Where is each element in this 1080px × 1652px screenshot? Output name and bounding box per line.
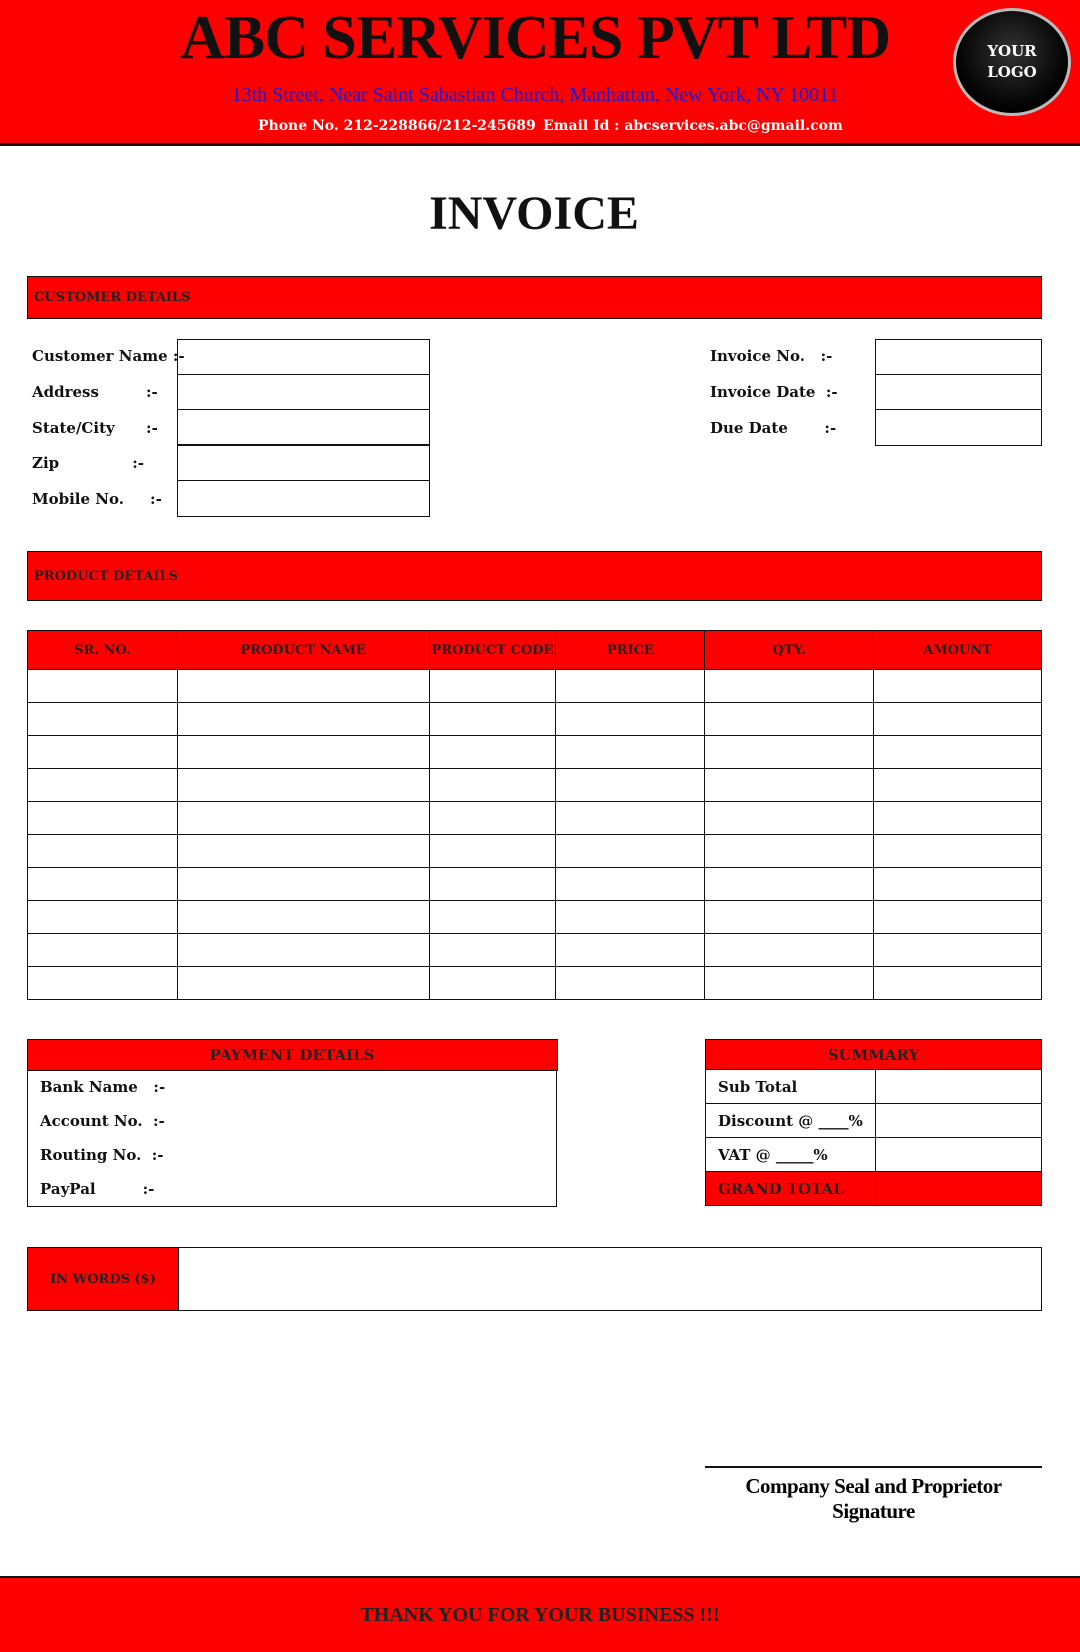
table-row — [28, 736, 1042, 769]
table-cell[interactable] — [705, 736, 874, 769]
table-cell[interactable] — [556, 670, 705, 703]
in-words-row — [27, 1247, 1042, 1311]
table-cell[interactable] — [429, 901, 556, 934]
product-table — [27, 630, 1042, 1000]
column-header-amount: AMOUNT — [874, 631, 1042, 670]
table-cell[interactable] — [28, 967, 178, 1000]
address-field[interactable] — [177, 374, 430, 410]
table-cell[interactable] — [874, 868, 1042, 901]
table-cell[interactable] — [705, 769, 874, 802]
in-words-field[interactable] — [179, 1248, 1041, 1310]
summary-title: SUMMARY — [705, 1039, 1042, 1070]
invoice-no-field[interactable] — [875, 339, 1042, 375]
logo-text-line2: LOGO — [987, 63, 1037, 81]
column-header-product-code: PRODUCT CODE — [429, 631, 556, 670]
account-no-label: Account No. :- — [40, 1112, 165, 1130]
company-phone: Phone No. 212-228866/212-245689 — [258, 118, 536, 134]
invoice-date-label: Invoice Date :- — [710, 383, 838, 401]
table-cell[interactable] — [705, 901, 874, 934]
table-cell[interactable] — [556, 736, 705, 769]
mobile-label: Mobile No. :- — [32, 490, 162, 508]
company-email: Email Id : abcservices.abc@gmail.com — [543, 118, 843, 134]
table-cell[interactable] — [556, 901, 705, 934]
summary-row-grand-total — [706, 1172, 1042, 1206]
product-details-label: PRODUCT DETAILS — [34, 568, 178, 584]
table-row — [28, 769, 1042, 802]
table-cell[interactable] — [177, 670, 429, 703]
signature-caption-line2: Signature — [832, 1499, 915, 1523]
summary-row-vat — [706, 1138, 1042, 1172]
discount-value[interactable] — [875, 1104, 1041, 1138]
table-cell[interactable] — [429, 802, 556, 835]
table-cell[interactable] — [177, 967, 429, 1000]
table-cell[interactable] — [177, 736, 429, 769]
logo-text-line1: YOUR — [987, 42, 1037, 60]
payment-details-title: PAYMENT DETAILS — [27, 1039, 558, 1071]
routing-no-label: Routing No. :- — [40, 1146, 164, 1164]
bank-name-label: Bank Name :- — [40, 1078, 166, 1096]
table-cell[interactable] — [177, 703, 429, 736]
grand-total-label: GRAND TOTAL — [706, 1172, 876, 1206]
payment-details-panel — [27, 1039, 557, 1207]
address-label: Address :- — [32, 383, 158, 401]
subtotal-value[interactable] — [875, 1070, 1041, 1104]
company-name: ABC SERVICES PVT LTD — [179, 4, 890, 72]
table-cell[interactable] — [429, 835, 556, 868]
summary-row-subtotal — [706, 1070, 1042, 1104]
table-cell[interactable] — [177, 868, 429, 901]
table-cell[interactable] — [28, 769, 178, 802]
table-row — [28, 934, 1042, 967]
table-cell[interactable] — [705, 934, 874, 967]
table-cell[interactable] — [556, 868, 705, 901]
table-cell[interactable] — [429, 703, 556, 736]
table-cell[interactable] — [705, 967, 874, 1000]
discount-label: Discount @ ____% — [706, 1104, 876, 1138]
table-cell[interactable] — [874, 835, 1042, 868]
table-cell[interactable] — [874, 934, 1042, 967]
table-cell[interactable] — [429, 736, 556, 769]
state-city-field[interactable] — [177, 409, 430, 445]
logo-placeholder — [953, 8, 1071, 116]
due-date-label: Due Date :- — [710, 419, 837, 437]
company-address: 13th Street, Near Saint Sabastian Church, Manhattan, New York, NY 10011 — [231, 84, 839, 106]
table-cell[interactable] — [556, 703, 705, 736]
table-cell[interactable] — [874, 769, 1042, 802]
table-cell[interactable] — [429, 670, 556, 703]
state-city-label: State/City :- — [32, 419, 158, 437]
table-cell[interactable] — [177, 934, 429, 967]
customer-name-label: Customer Name :- — [32, 347, 185, 365]
table-cell[interactable] — [429, 769, 556, 802]
customer-name-field[interactable] — [177, 339, 430, 375]
document-title: INVOICE — [429, 187, 639, 240]
table-cell[interactable] — [556, 769, 705, 802]
zip-field[interactable] — [177, 445, 430, 481]
table-cell[interactable] — [874, 670, 1042, 703]
product-table-body — [28, 670, 1042, 1000]
table-cell[interactable] — [705, 868, 874, 901]
invoice-date-field[interactable] — [875, 374, 1042, 410]
table-row — [28, 670, 1042, 703]
table-cell[interactable] — [705, 802, 874, 835]
signature-line — [705, 1466, 1042, 1468]
column-header-qty: QTY. — [705, 631, 874, 670]
due-date-field[interactable] — [875, 409, 1042, 446]
table-row — [28, 967, 1042, 1000]
table-cell[interactable] — [177, 769, 429, 802]
table-cell[interactable] — [705, 670, 874, 703]
in-words-label: IN WORDS ($) — [28, 1248, 179, 1310]
product-table-header — [28, 631, 1042, 670]
column-header-product-name: PRODUCT NAME — [177, 631, 429, 670]
table-row — [28, 901, 1042, 934]
table-cell[interactable] — [28, 934, 178, 967]
subtotal-label: Sub Total — [706, 1070, 876, 1104]
table-cell[interactable] — [874, 802, 1042, 835]
table-cell[interactable] — [177, 835, 429, 868]
table-cell[interactable] — [429, 934, 556, 967]
table-row — [28, 868, 1042, 901]
customer-details-bar — [27, 276, 1042, 319]
table-cell[interactable] — [28, 802, 178, 835]
table-cell[interactable] — [874, 901, 1042, 934]
signature-caption — [705, 1474, 1042, 1524]
grand-total-value[interactable] — [875, 1172, 1041, 1206]
table-cell[interactable] — [874, 736, 1042, 769]
customer-details-label: CUSTOMER DETAILS — [34, 290, 191, 305]
invoice-no-label: Invoice No. :- — [710, 347, 833, 365]
vat-label: VAT @ _____% — [706, 1138, 876, 1172]
table-cell[interactable] — [874, 703, 1042, 736]
table-cell[interactable] — [429, 967, 556, 1000]
table-cell[interactable] — [28, 703, 178, 736]
table-cell[interactable] — [429, 868, 556, 901]
column-header-sr-no: SR. NO. — [28, 631, 178, 670]
mobile-field[interactable] — [177, 480, 430, 517]
table-cell[interactable] — [28, 868, 178, 901]
table-row — [28, 802, 1042, 835]
signature-caption-line1: Company Seal and Proprietor — [745, 1474, 1002, 1498]
table-cell[interactable] — [28, 835, 178, 868]
table-cell[interactable] — [556, 967, 705, 1000]
table-cell[interactable] — [28, 736, 178, 769]
table-cell[interactable] — [556, 934, 705, 967]
table-cell[interactable] — [177, 802, 429, 835]
table-cell[interactable] — [705, 835, 874, 868]
paypal-label: PayPal :- — [40, 1180, 155, 1198]
footer-message: THANK YOU FOR YOUR BUSINESS !!! — [360, 1603, 720, 1626]
column-header-price: PRICE — [556, 631, 705, 670]
table-cell[interactable] — [874, 967, 1042, 1000]
table-row — [28, 703, 1042, 736]
table-cell[interactable] — [28, 670, 178, 703]
table-cell[interactable] — [28, 901, 178, 934]
zip-label: Zip :- — [32, 454, 145, 472]
table-cell[interactable] — [556, 802, 705, 835]
footer-bar — [0, 1576, 1080, 1652]
summary-row-discount — [706, 1104, 1042, 1138]
product-details-bar — [27, 551, 1042, 601]
table-cell[interactable] — [556, 835, 705, 868]
summary-table — [705, 1069, 1042, 1206]
table-cell[interactable] — [705, 703, 874, 736]
vat-value[interactable] — [875, 1138, 1041, 1172]
table-row — [28, 835, 1042, 868]
table-cell[interactable] — [177, 901, 429, 934]
